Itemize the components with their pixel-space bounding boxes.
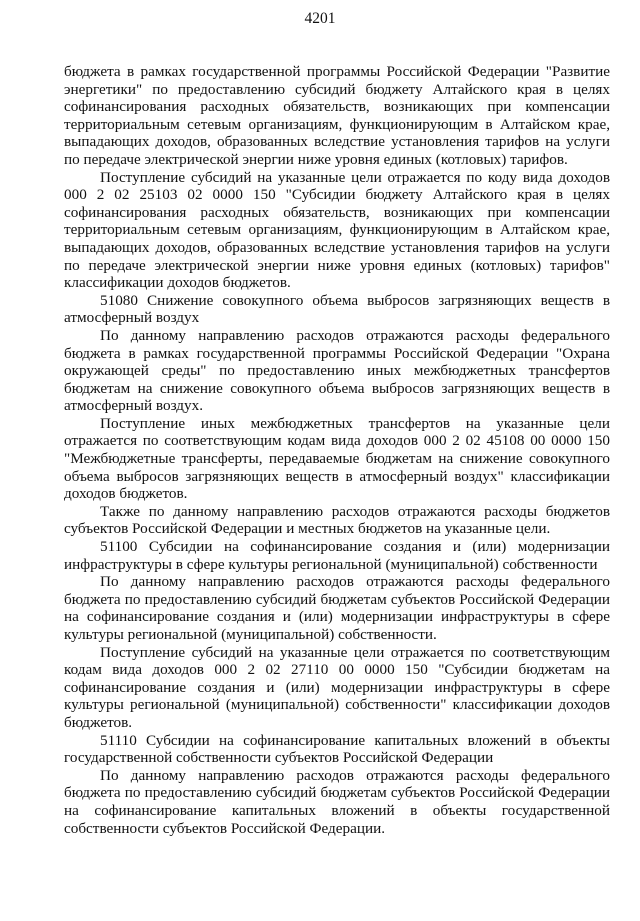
paragraph: Поступление субсидий на указанные цели отражается по коду вида доходов 000 2 02 25103 02 0000 150 "Субсидии бюджету Алтайского края в целях софинансирования расходных обязательств, возникающих при компенсации территориальным сетевым организациям, функционирующим в Алтайском крае, выпадающих доходов, образованных вследствие установления тарифов на услуги по передаче электрической энергии ниже уровня единых (котловых) тарифов" классификации доходов бюджетов.: [64, 168, 610, 292]
section-heading: 51110 Субсидии на софинансирование капитальных вложений в объекты государственной собственности субъектов Российской Федерации: [64, 731, 610, 767]
section-heading: 51080 Снижение совокупного объема выбросов загрязняющих веществ в атмосферный воздух: [64, 291, 610, 327]
paragraph: По данному направлению расходов отражаются расходы федерального бюджета в рамках государственной программы Российской Федерации "Охрана окружающей среды" по предоставлению иных межбюджетных трансфертов бюджетам на снижение совокупного объема выбросов загрязняющих веществ в атмосферный воздух.: [64, 326, 610, 415]
paragraph: Поступление иных межбюджетных трансфертов на указанные цели отражается по соответствующим кодам вида доходов 000 2 02 45108 00 0000 150 "Межбюджетные трансферты, передаваемые бюджетам на снижение совокупного объема выбросов загрязняющих веществ в атмосферный воздух" классификации доходов бюджетов.: [64, 414, 610, 503]
paragraph: бюджета в рамках государственной программы Российской Федерации "Развитие энергетики" по предоставлению субсидий бюджету Алтайского края в целях софинансирования расходных обязательств, возникающих при компенсации территориальным сетевым организациям, функционирующим в Алтайском крае, выпадающих доходов, образованных вследствие установления тарифов на услуги по передаче электрической энергии ниже уровня единых (котловых) тарифов.: [64, 63, 610, 168]
paragraph: Также по данному направлению расходов отражаются расходы бюджетов субъектов Российской Федерации и местных бюджетов на указанные цели.: [64, 502, 610, 538]
paragraph: Поступление субсидий на указанные цели отражается по соответствующим кодам вида доходов 000 2 02 27110 00 0000 150 "Субсидии бюджетам на софинансирование создания и (или) модернизации инфраструктуры в сфере культуры региональной (муниципальной) собственности" классификации доходов бюджетов.: [64, 643, 610, 731]
body-text: [64, 63, 610, 837]
section-heading: 51100 Субсидии на софинансирование создания и (или) модернизации инфраструктуры в сфере культуры региональной (муниципальной) собственности: [64, 538, 610, 573]
paragraph: По данному направлению расходов отражаются расходы федерального бюджета по предоставлению субсидий бюджетам субъектов Российской Федерации на софинансирование капитальных вложений в объекты государственной собственности субъектов Российской Федерации.: [64, 766, 610, 837]
paragraph: По данному направлению расходов отражаются расходы федерального бюджета по предоставлению субсидий бюджетам субъектов Российской Федерации на софинансирование создания и (или) модернизации инфраструктуры в сфере культуры региональной (муниципальной) собственности.: [64, 573, 610, 643]
page-number: 4201: [304, 10, 336, 27]
